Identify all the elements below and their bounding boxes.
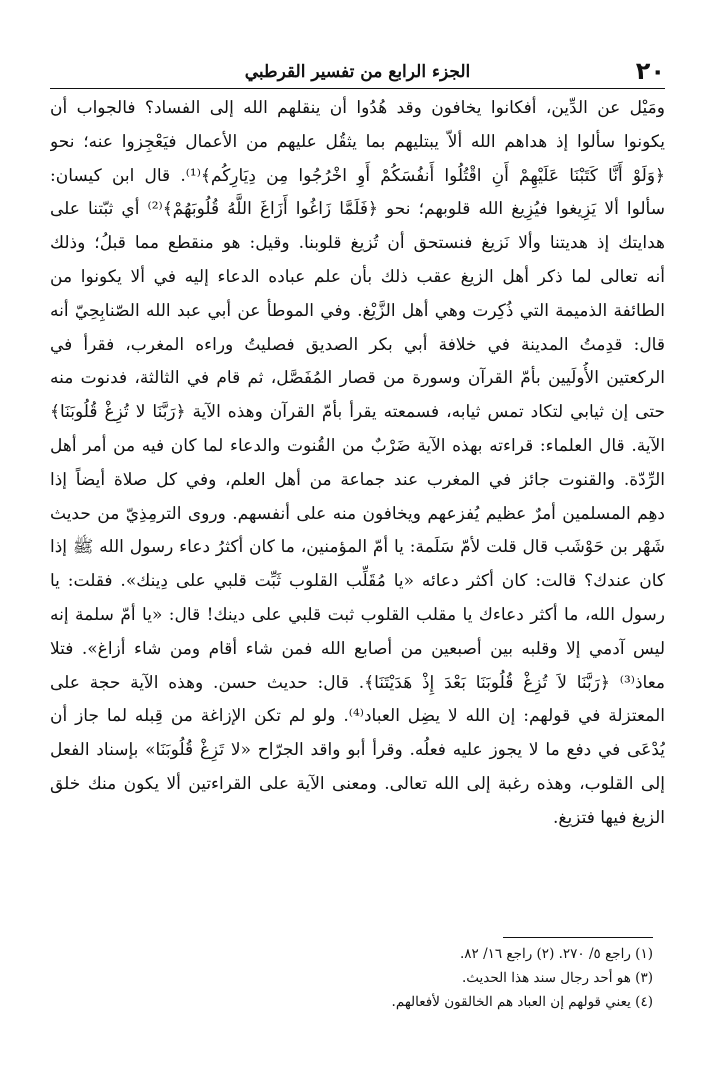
- text-line: أنه تعالى لما ذكر أهل الزيغ عقب ذلك بأن علم عباده الدعاء إليه في ألا يكونوا من: [50, 266, 665, 287]
- text-line: سألوا ألا يَزِيغوا فيُزِيغ الله قلوبهم؛ نحو ﴿فَلَمَّا زَاغُوا أَزَاغَ اللَّهُ قُلُوبَهُمْ﴾⁽²⁾ أي ثبّتنا على: [50, 199, 665, 220]
- text-line: قال: قدِمتُ المدينة في خلافة أبي بكر الصديق فصليتُ وراءه المغرب، فقرأ في: [50, 334, 665, 355]
- text-line: معاذ⁽³⁾ ﴿رَبَّنَا لاَ تُزِغْ قُلُوبَنَا بَعْدَ إِذْ هَدَيْتَنَا﴾. قال: حديث حسن. وهذه الآية حجة على: [50, 672, 665, 693]
- text-line: ﴿وَلَوْ أَنَّا كَتَبْنَا عَلَيْهِمْ أَنِ اقْتُلُوا أَنفُسَكُمْ أَوِ اخْرُجُوا مِن دِيَارِكُم﴾⁽¹⁾. قال ابن كيسان:: [50, 165, 665, 186]
- footnote: (٤) يعني قولهم إن العباد هم الخالقون لأفعالهم.: [391, 994, 653, 1010]
- footnote: (١) راجع ٥/ ٢٧٠. (٢) راجع ١٦/ ٨٢.: [459, 946, 653, 962]
- text-line: يكونوا سألوا إذ هداهم الله ألاّ يبتليهم بما يثقُل عليهم من الأعمال فيَعْجِزوا عنه؛ نحو: [50, 131, 665, 152]
- text-line: الآية. قال العلماء: قراءته بهذه الآية ضَرْبٌ من القُنوت والدعاء لما كان فيه من أمر أهل: [50, 435, 665, 456]
- text-line: شَهْر بن حَوْشَب قال قلت لأمّ سَلَمة: يا أمّ المؤمنين، ما كان أكثرُ دعاء رسول الله ﷺ إذا: [50, 537, 665, 558]
- running-title: الجزء الرابع من تفسير القرطبي: [244, 62, 471, 82]
- text-line: الزيغ فيها فتزيغ.: [553, 807, 665, 828]
- text-line: دهِم المسلمين أمرٌ عظيم يُفزعهم ويخافون منه على أنفسهم. وروى الترمِذِيّ من حديث: [50, 503, 665, 524]
- footnote: (٣) هو أحد رجال سند هذا الحديث.: [461, 970, 653, 986]
- footnotes: [38, 942, 653, 1014]
- text-line: ومَيْل عن الدِّين، أفكانوا يخافون وقد هُدُوا أن ينقلهم الله إلى الفساد؟ فالجواب أن: [50, 98, 665, 118]
- page-header: [50, 58, 665, 84]
- body-text: [50, 92, 665, 836]
- text-line: حتى إن ثيابي لتكاد تمس ثيابه، فسمعته يقرأ بأمّ القرآن وهذه الآية ﴿رَبَّنَا لا تُزِغْ قُلُوبَنَا﴾: [50, 402, 665, 423]
- text-line: الركعتين الأُولَيين بأمّ القرآن وسورة من قصار المُفَصَّل، ثم قام في الثالثة، فدنوت منه: [50, 368, 665, 389]
- text-line: هدايتك إذ هديتنا وألا نَزيغ فنستحق أن تُزيغ قلوبنا. وقيل: هو منقطع مما قبلُ؛ وذلك: [50, 233, 665, 254]
- text-line: الرِّدّة. والقنوت جائز في المغرب عند جماعة من أهل العلم، وفي كل صلاة أيضاً إذا: [50, 469, 665, 490]
- text-line: كان عندك؟ قالت: كان أكثر دعائه «يا مُقَلِّب القلوب ثَبِّت قلبي على دِينك». فقلت: يا: [50, 571, 665, 592]
- text-line: الطائفة الذميمة التي ذُكِرت وهي أهل الزَّيْغ. وفي الموطأ عن أبي عبد الله الصّنابِحِيّ أنه: [50, 300, 665, 321]
- text-line: يُدْعَى في دفع ما لا يجوز عليه فعلُه. وقرأ أبو واقد الجرّاح «لا تَزِغْ قُلُوبَنَا» بإسناد الفعل: [50, 740, 665, 761]
- text-line: إلى القلوب، وهذه رغبة إلى الله تعالى. ومعنى الآية على القراءتين ألا يكون منك خلق: [50, 773, 665, 794]
- text-line: المعتزلة في قولهم: إن الله لا يضِل العباد⁽⁴⁾. ولو لم تكن الإزاغة من قِبله لما جاز أن: [50, 706, 665, 727]
- text-line: ليس آدمي إلا وقلبه بين أصبعين من أصابع الله فمن شاء أقام ومن شاء أزاغ». فتلا: [50, 638, 665, 659]
- page-number: ٢٠: [635, 57, 665, 85]
- text-line: رسول الله، ما أكثر دعاءك يا مقلب القلوب ثبت قلبي على دينك! قال: «يا أمّ سلمة إنه: [50, 604, 665, 625]
- footnote-rule: [503, 937, 653, 938]
- header-rule: [50, 88, 665, 89]
